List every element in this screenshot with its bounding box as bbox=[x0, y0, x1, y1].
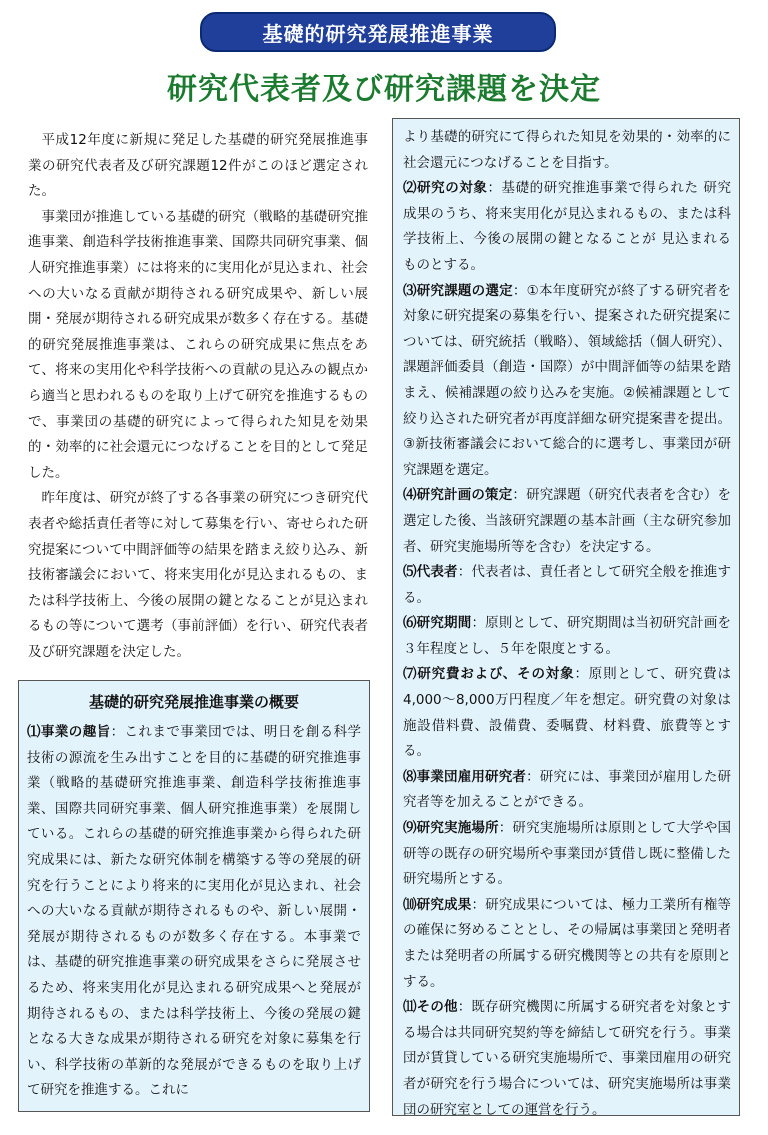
detail-item-heading: ⑵研究の対象 bbox=[403, 180, 488, 197]
detail-item-heading: ⑻事業団雇用研究者 bbox=[403, 768, 527, 785]
article-paragraph: 平成12年度に新規に発足した基礎的研究発展推進事業の研究代表者及び研究課題12件がこのほど選定された。 bbox=[28, 132, 368, 200]
detail-item-text: ：研究には、事業団が雇用した研究者等を加えることができる。 bbox=[403, 768, 732, 811]
detail-item-other bbox=[403, 995, 731, 1123]
detail-item-heading: ⑽研究成果 bbox=[403, 896, 472, 913]
summary-item-text: ：これまで事業団では、明日を創る科学技術の源流を生み出すことを目的に基礎的研究推進事業（戦略的基礎研究推進事業、創造科学技術推進事業、国際共同研究事業、個人研究推進事業）を展開している。これらの基礎的研究推進事業から得られた研究成果には、新たな研究体制を構築する等の発展的研究を行うことにより将来的に実用化が見込まれ、社会への大いなる貢献が期待されるものや、新しい展開・発展が期待されるものが数多く存在する。本事業では、基礎的研究推進事業の研究成果をさらに発展させるため、将来実用化が見込まれる研究成果へと発展が期待されるもの、または科学技術上、今後の発展の鍵となる大きな成果が期待される研究を対象に募集を行い、科学技術の革新的な発展ができるものを取り上げて研究を推進する。これに bbox=[27, 724, 362, 1099]
detail-item-heading: ⑹研究期間 bbox=[403, 615, 472, 632]
detail-item-text: ：①本年度研究が終了する研究者を対象に研究提案の募集を行い、提案された研究提案については、研究統括（戦略）、領域総括（個人研究）、課題評価委員（創造・国際）が中間評価等の結果を踏まえ、候補課題の絞り込みを実施。②候補課題として絞り込された研究者が再度詳細な研究提案書を提出。③新技術審議会において総合的に選考し、事業団が研究課題を選定。 bbox=[403, 282, 731, 478]
detail-item-period bbox=[403, 611, 731, 662]
article-paragraph: 昨年度は、研究が終了する各事業の研究につき研究代表者や総括責任者等に対して募集を行い、寄せられた研究提案について中間評価等の結果を踏まえ絞り込み、新技術審議会において、将来実用化が見込まれるもの、または科学技術上、今後の展開の鍵となることが見込まれるもの等について選考（事前評価）を行い、研究代表者及び研究課題を決定した。 bbox=[28, 490, 368, 660]
detail-item-funding bbox=[403, 662, 731, 764]
page-title: 研究代表者及び研究課題を決定 bbox=[167, 72, 601, 107]
section-banner: 基礎的研究発展推進事業 bbox=[200, 12, 556, 52]
detail-item-heading: ⑾その他 bbox=[403, 999, 458, 1016]
detail-item-text: ：原則として、研究期間は当初研究計画を３年程度とし、５年を限度とする。 bbox=[403, 615, 732, 657]
detail-item-text: ：基礎的研究推進事業で得られた 研究成果のうち、将来実用化が見込まれるもの、または科学技術上、今後の展開の鍵となることが 見込まれるものとする。 bbox=[403, 180, 732, 273]
left-article-body bbox=[28, 128, 368, 665]
article-paragraph: 事業団が推進している基礎的研究（戦略的基礎研究推進事業、創造科学技術推進事業、国際共同研究事業、個人研究推進事業）には将来的に実用化が見込まれ、社会への大いなる貢献が期待される研究成果や、新しい展開・発展が期待される研究成果が数多く存在する。基礎的研究発展推進事業は、これらの研究成果に焦点をあて、将来の実用化や科学技術への貢献の見込みの観点から適当と思われるものを取り上げて研究を推進するもので、事業団の基礎的研究によって得られた知見を効果的・効率的に社会還元につなげることを目的として発足した。 bbox=[28, 208, 368, 481]
detail-item-location bbox=[403, 816, 731, 893]
summary-item-heading: ⑴事業の趣旨 bbox=[27, 724, 111, 740]
detail-item-text: ：研究成果については、極力工業所有権等の確保に努めることとし、その帰属は事業団と発明者または発明者の所属する研究機関等との共有を原則とする。 bbox=[403, 896, 732, 990]
detail-item-heading: ⑼研究実施場所 bbox=[403, 820, 499, 837]
detail-item-heading: ⑶研究課題の選定 bbox=[403, 282, 513, 299]
continued-text: より基礎的研究にて得られた知見を効果的・効率的に社会還元につなげることを目指す。 bbox=[403, 129, 731, 171]
detail-item-text: ：原則として、研究費は4,000～8,000万円程度／年を想定。研究費の対象は施設借料費、設備費、委嘱費、材料費、旅費等とする。 bbox=[403, 666, 731, 760]
detail-item-heading: ⑸代表者 bbox=[403, 564, 458, 581]
detail-item-results bbox=[403, 893, 731, 995]
summary-title: 基礎的研究発展推進事業の概要 bbox=[88, 693, 299, 711]
detail-item-text: ：代表者は、責任者として研究全般を推進する。 bbox=[403, 564, 732, 606]
summary-item-purpose bbox=[27, 720, 361, 1104]
detail-item-plan bbox=[403, 483, 731, 560]
detail-item-target bbox=[403, 176, 731, 278]
detail-item-text: ：研究課題（研究代表者を含む）を選定した後、当該研究課題の基本計画（主な研究参加者、研究実施場所等を含む）を決定する。 bbox=[403, 487, 732, 555]
detail-item-representative bbox=[403, 560, 731, 611]
program-summary-box bbox=[18, 680, 370, 1112]
detail-item-text: ：研究実施場所は原則として大学や国研等の既存の研究場所や事業団が賃借し既に整備した研究場所とする。 bbox=[403, 820, 732, 888]
detail-item-heading: ⑺研究費および、その対象 bbox=[403, 666, 575, 683]
detail-item-employed-researchers bbox=[403, 765, 731, 816]
detail-item-text: ：既存研究機関に所属する研究者を対象とする場合は共同研究契約等を締結して研究を行う。事業団が賃貸している研究実施場所で、事業団雇用の研究者が研究を行う場合については、研究実施場所は事業団の研究室としての運営を行う。 bbox=[403, 999, 732, 1118]
program-details-box bbox=[392, 118, 740, 1116]
detail-item-selection bbox=[403, 279, 731, 484]
detail-item-heading: ⑷研究計画の策定 bbox=[403, 487, 513, 504]
